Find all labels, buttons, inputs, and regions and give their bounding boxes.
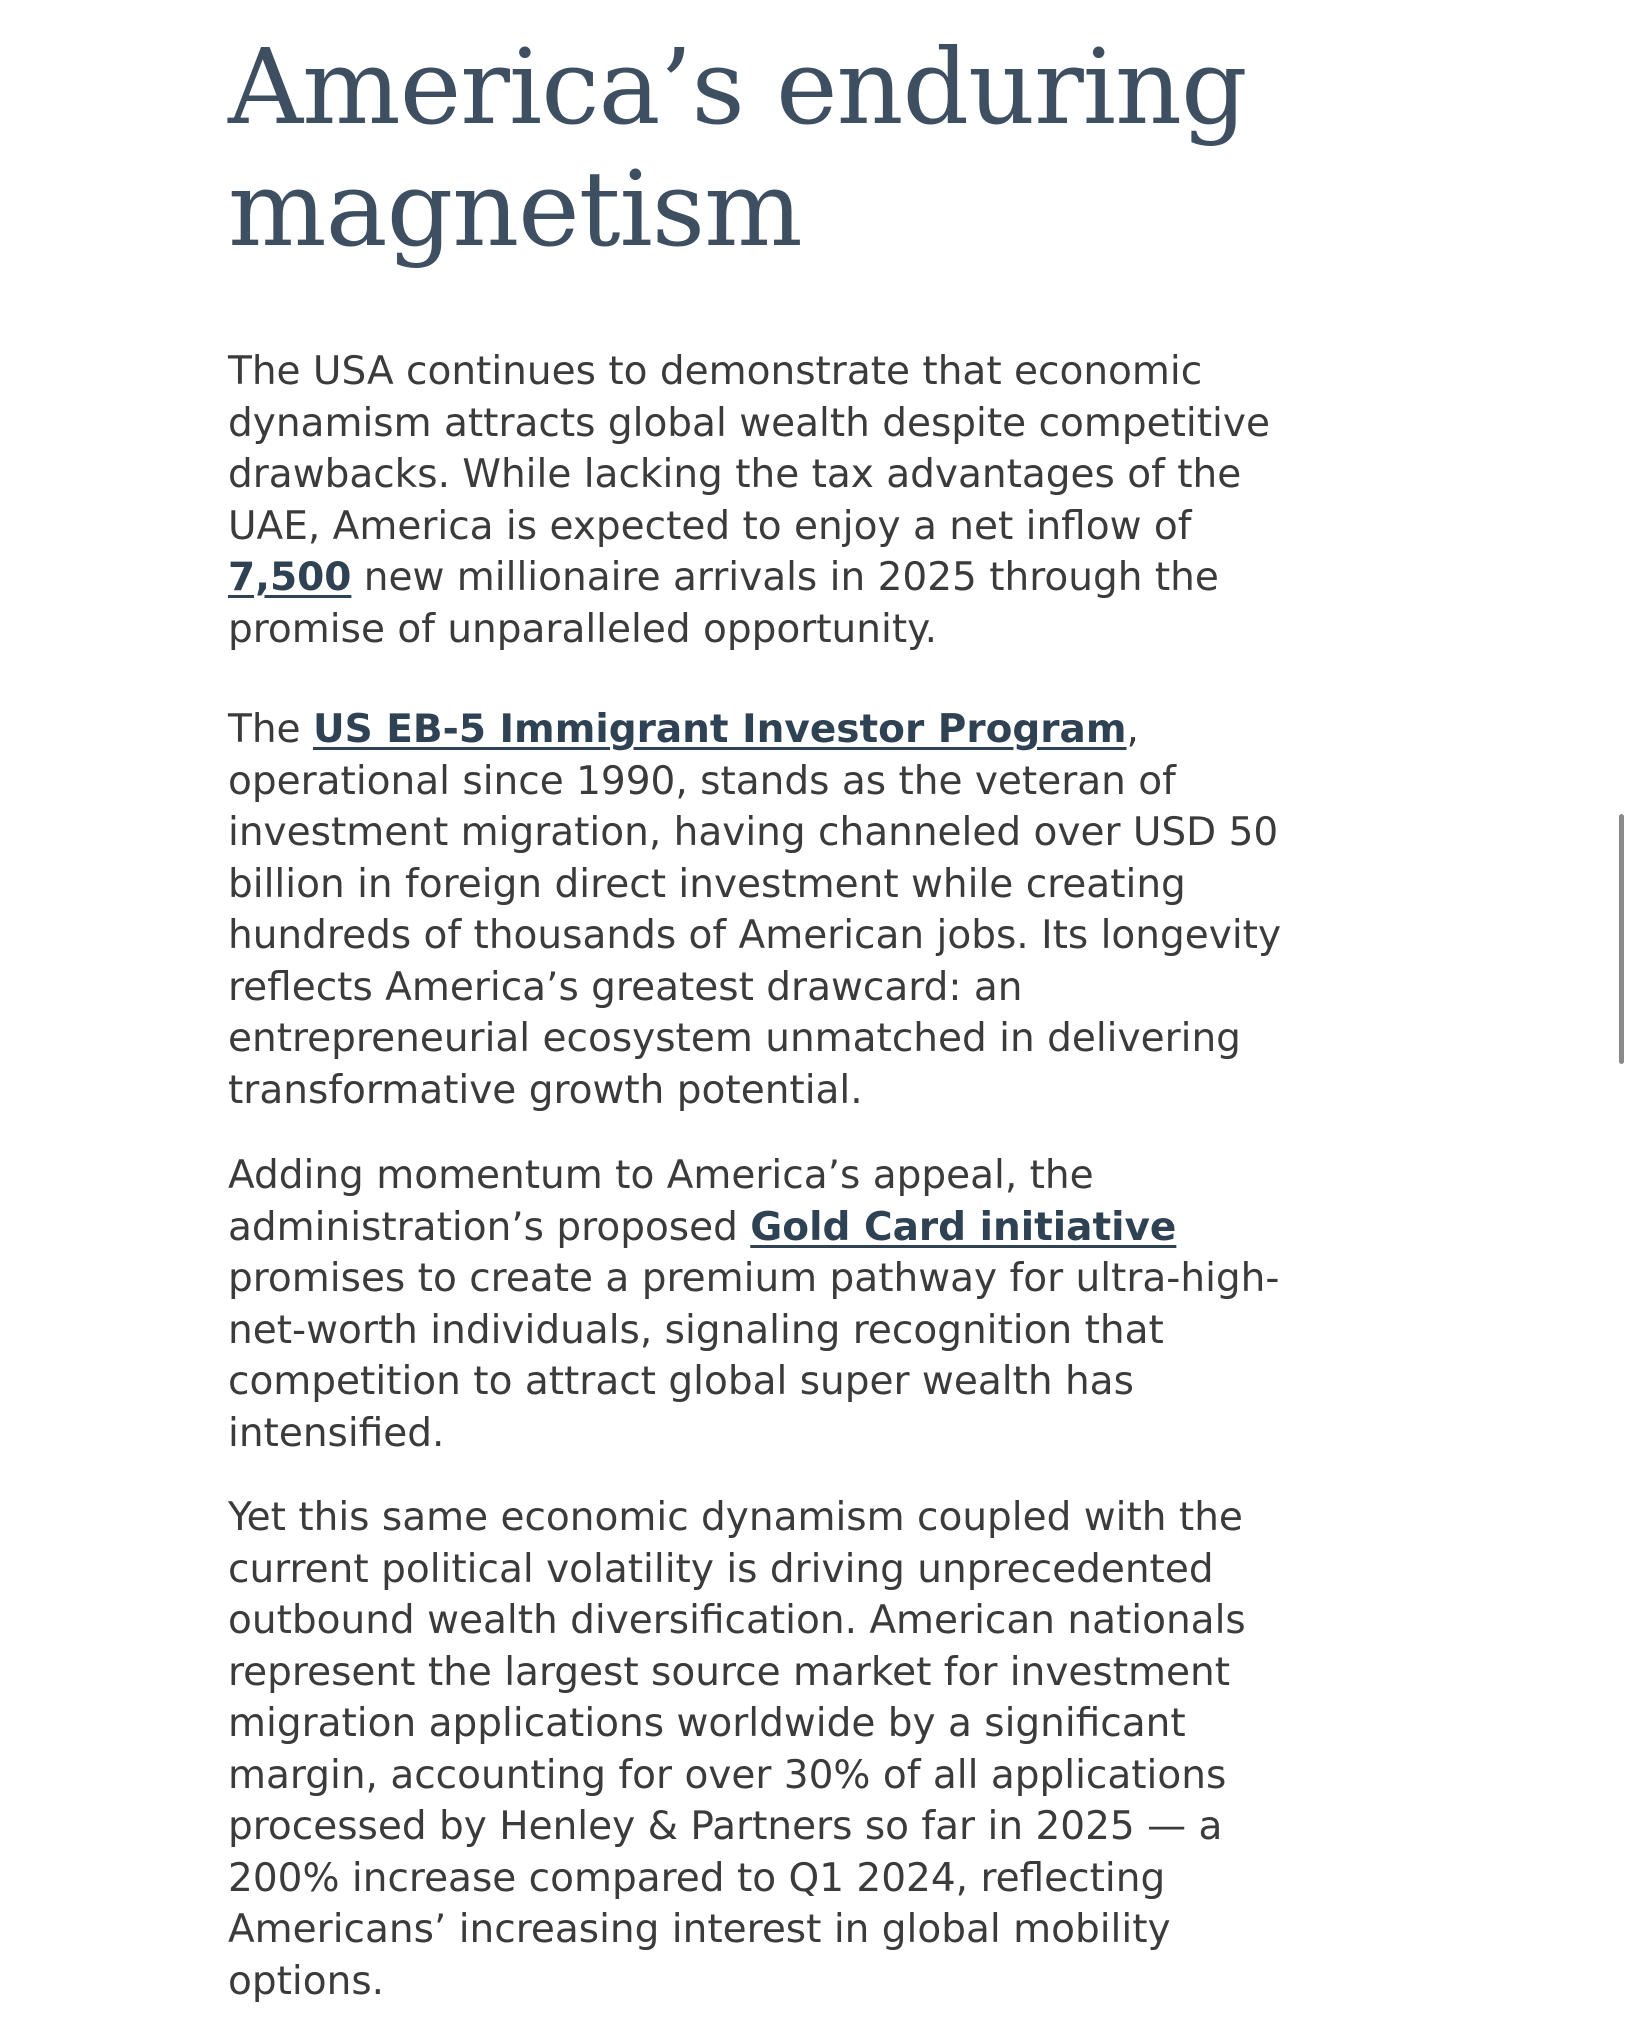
- paragraph-text: The USA continues to demonstrate that economic dynamism attracts global wealth despite competitive drawbacks. While lacking the tax advantages of the UAE, America is expected to enjoy a net inflow of: [228, 349, 1270, 549]
- paragraph-outbound-wealth: Yet this same economic dynamism coupled with the current political volatility is driving unprecedented outbound wealth diversification. American nationals represent the largest source market for investment migration applications worldwide by a significant margin, accounting for over 30% of all applications processed by Henley & Partners so far in 2025 — a 200% increase compared to Q1 2024, reflecting Americans’ increasing interest in global mobility options.: [228, 1495, 1246, 2004]
- article: [228, 26, 1308, 2004]
- eb5-program-link[interactable]: US EB-5 Immigrant Investor Program: [312, 707, 1127, 752]
- millionaire-inflow-link[interactable]: 7,500: [228, 555, 352, 600]
- paragraph-net-inflow: [228, 346, 1308, 655]
- scrollbar-thumb[interactable]: [1619, 814, 1624, 1064]
- article-title: America’s enduring magnetism: [228, 26, 1247, 270]
- paragraph-text: , operational since 1990, stands as the veteran of investment migration, having channeled over USD 50 billion in foreign direct investment while creating hundreds of thousands of American jobs. Its longevity reflects America’s greatest drawcard: an entrepreneurial ecosystem unmatched in delivering transformative growth potential.: [228, 707, 1282, 1113]
- gold-card-link[interactable]: Gold Card initiative: [750, 1204, 1177, 1250]
- paragraph-text: Adding momentum to America’s appeal, the administration’s proposed: [228, 1153, 1094, 1250]
- paragraph-gold-card: [228, 1150, 1308, 1459]
- paragraph-text: promises to create a premium pathway for ultra-high-net-worth individuals, signaling recognition that competition to attract global super wealth has intensified.: [228, 1256, 1280, 1456]
- paragraph-text: new millionaire arrivals in 2025 through the promise of unparalleled opportunity.: [228, 555, 1219, 652]
- paragraph-eb5: [228, 704, 1308, 1116]
- paragraph-text: The: [228, 707, 313, 752]
